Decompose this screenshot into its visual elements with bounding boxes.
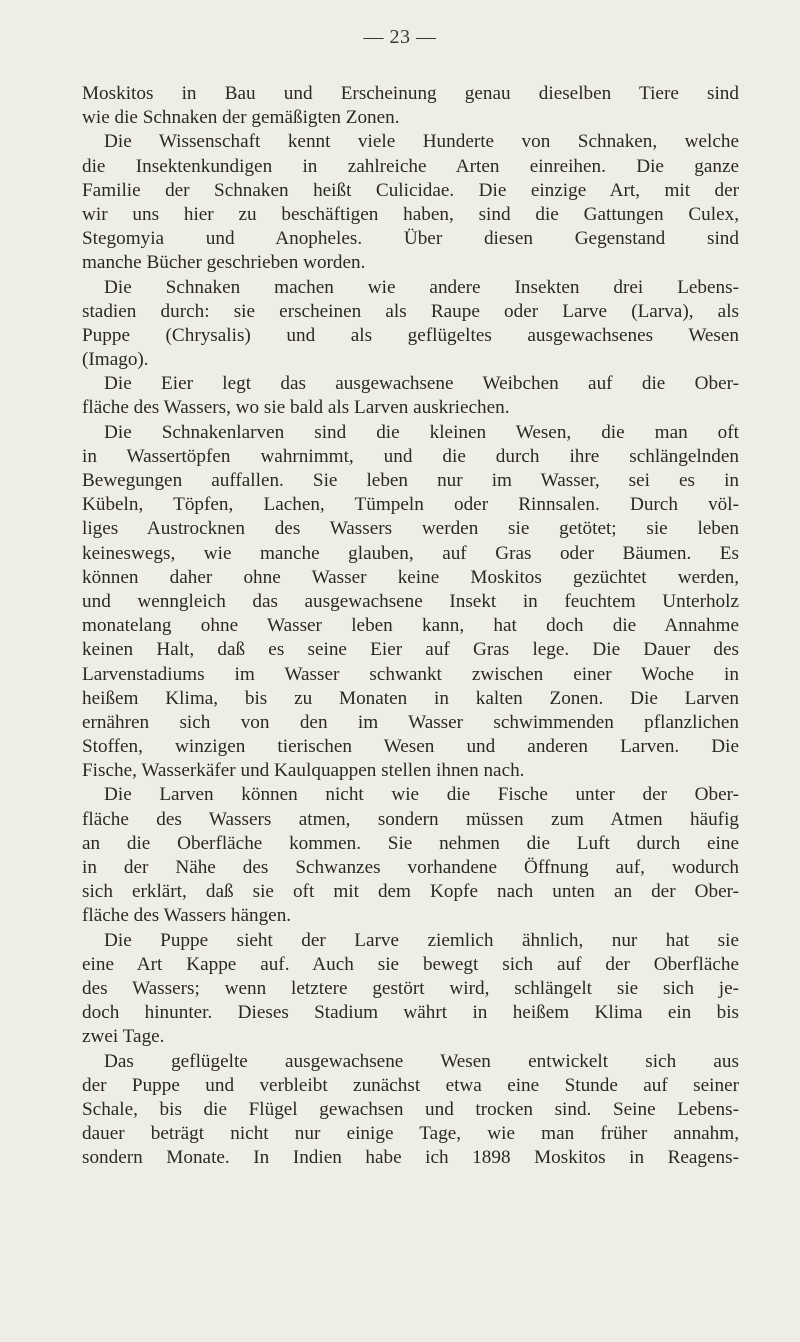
text-line: wie die Schnaken der gemäßigten Zonen.	[82, 107, 400, 129]
text-line: Die Schnakenlarven sind die kleinen Wesen, die man oft	[104, 421, 739, 443]
text-line: Schale, bis die Flügel gewachsen und trocken sind. Seine Lebens-	[82, 1098, 739, 1120]
text-line: sich erklärt, daß sie oft mit dem Kopfe nach unten an der Ober-	[82, 881, 739, 903]
text-line: die Insektenkundigen in zahlreiche Arten einreihen. Die ganze	[82, 155, 739, 177]
text-line: zwei Tage.	[82, 1026, 165, 1048]
text-line: an die Oberfläche kommen. Sie nehmen die Luft durch eine	[82, 832, 739, 854]
text-line: dauer beträgt nicht nur einige Tage, wie man früher annahm,	[82, 1123, 739, 1145]
text-line: Die Eier legt das ausgewachsene Weibchen auf die Ober-	[104, 373, 739, 395]
text-line: Moskitos in Bau und Erscheinung genau dieselben Tiere sind	[82, 83, 739, 104]
text-line: keineswegs, wie manche glauben, auf Gras oder Bäumen. Es	[82, 542, 739, 564]
text-line: (Imago).	[82, 349, 149, 371]
text-line: Stoffen, winzigen tierischen Wesen und anderen Larven. Die	[82, 736, 739, 758]
text-line: Familie der Schnaken heißt Culicidae. Die einzige Art, mit der	[82, 179, 739, 201]
text-line: können daher ohne Wasser keine Moskitos gezüchtet werden,	[82, 566, 739, 588]
text-line: eine Art Kappe auf. Auch sie bewegt sich auf der Oberfläche	[82, 953, 739, 975]
text-line: des Wassers; wenn letztere gestört wird, schlängelt sie sich je-	[82, 977, 739, 999]
page-number: — 23 —	[363, 26, 437, 48]
text-line: Larvenstadiums im Wasser schwankt zwischen einer Woche in	[82, 663, 739, 685]
text-line: fläche des Wassers, wo sie bald als Larven auskriechen.	[82, 397, 510, 419]
text-line: manche Bücher geschrieben worden.	[82, 252, 366, 274]
text-line: Kübeln, Töpfen, Lachen, Tümpeln oder Rinnsalen. Durch völ-	[82, 494, 739, 516]
text-line: doch hinunter. Dieses Stadium währt in heißem Klima ein bis	[82, 1002, 739, 1024]
text-line: monatelang ohne Wasser leben kann, hat doch die Annahme	[82, 615, 739, 637]
text-line: in der Nähe des Schwanzes vorhandene Öffnung auf, wodurch	[82, 857, 739, 878]
text-line: fläche des Wassers hängen.	[82, 905, 292, 927]
text-line: Die Puppe sieht der Larve ziemlich ähnlich, nur hat sie	[104, 929, 739, 951]
text-line: sondern Monate. In Indien habe ich 1898 Moskitos in Reagens-	[82, 1147, 739, 1169]
text-line: Das geflügelte ausgewachsene Wesen entwickelt sich aus	[104, 1050, 739, 1072]
text-line: heißem Klima, bis zu Monaten in kalten Zonen. Die Larven	[82, 687, 739, 709]
text-line: Bewegungen auffallen. Sie leben nur im Wasser, sei es in	[82, 470, 739, 491]
body-text	[82, 82, 739, 1332]
text-line: der Puppe und verbleibt zunächst etwa eine Stunde auf seiner	[82, 1074, 739, 1096]
text-line: Die Larven können nicht wie die Fische unter der Ober-	[104, 784, 739, 806]
text-line: Stegomyia und Anopheles. Über diesen Gegenstand sind	[82, 228, 739, 250]
text-line: Die Wissenschaft kennt viele Hunderte von Schnaken, welche	[104, 131, 739, 153]
text-line: liges Austrocknen des Wassers werden sie getötet; sie leben	[82, 518, 739, 540]
text-line: in Wassertöpfen wahrnimmt, und die durch ihre schlängelnden	[82, 445, 739, 467]
text-line: Fische, Wasserkäfer und Kaulquappen stellen ihnen nach.	[82, 760, 525, 782]
text-line: und wenngleich das ausgewachsene Insekt in feuchtem Unterholz	[82, 590, 739, 612]
text-line: fläche des Wassers atmen, sondern müssen zum Atmen häufig	[82, 808, 739, 830]
text-line: keinen Halt, daß es seine Eier auf Gras lege. Die Dauer des	[82, 639, 739, 661]
text-line: wir uns hier zu beschäftigen haben, sind die Gattungen Culex,	[82, 203, 739, 225]
text-line: Puppe (Chrysalis) und als geflügeltes ausgewachsenes Wesen	[82, 324, 739, 346]
text-line: stadien durch: sie erscheinen als Raupe oder Larve (Larva), als	[82, 300, 739, 322]
text-line: ernähren sich von den im Wasser schwimmenden pflanzlichen	[82, 711, 739, 733]
text-line: Die Schnaken machen wie andere Insekten drei Lebens-	[104, 276, 739, 298]
